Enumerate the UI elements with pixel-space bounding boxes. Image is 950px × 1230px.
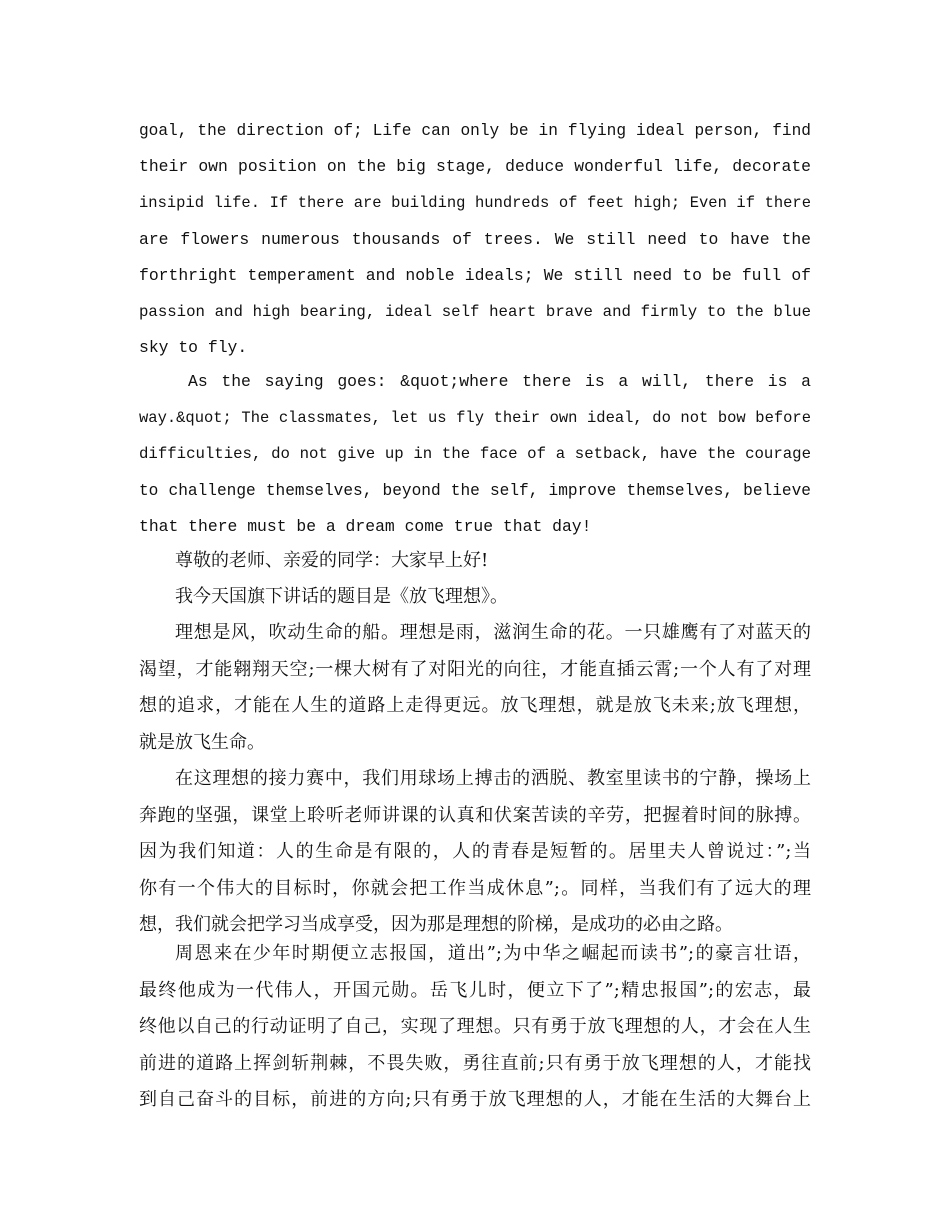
text-line: 就是放飞生命。 — [139, 731, 265, 753]
chinese-paragraph-3 — [139, 615, 811, 761]
text-line: their own position on the big stage, deduce wonderful life, decorate — [139, 157, 811, 177]
text-line: 最终他成为一代伟人，开国元勋。岳飞儿时，便立下了”;精忠报国”;的宏志，最 — [139, 979, 811, 1001]
text-line: As the saying goes: &quot;where there is a will, there is a — [188, 372, 811, 391]
text-line: 周恩来在少年时期便立志报国，道出”;为中华之崛起而读书”;的豪言壮语， — [175, 943, 811, 964]
text-line: 尊敬的老师、亲爱的同学：大家早上好! — [175, 550, 489, 571]
chinese-paragraph-4 — [139, 761, 811, 944]
text-line: forthright temperament and noble ideals; We still need to be full of — [139, 265, 811, 285]
text-line: goal, the direction of; Life can only be in flying ideal person, find — [139, 122, 811, 140]
chinese-paragraph-greeting — [139, 543, 811, 580]
text-line: 终他以自己的行动证明了自己，实现了理想。只有勇于放飞理想的人，才会在人生 — [139, 1016, 811, 1038]
text-line: 因为我们知道：人的生命是有限的，人的青春是短暂的。居里夫人曾说过：”;当 — [139, 841, 811, 863]
text-line: sky to fly. — [139, 338, 248, 358]
text-line: 前进的道路上挥剑斩荆棘，不畏失败，勇往直前;只有勇于放飞理想的人，才能找 — [139, 1052, 811, 1074]
text-line: 我今天国旗下讲话的题目是《放飞理想》。 — [175, 586, 508, 607]
text-line: 在这理想的接力赛中，我们用球场上搏击的洒脱、教室里读书的宁静，操场上 — [175, 768, 811, 789]
text-line: 奔跑的坚强，课堂上聆听老师讲课的认真和伏案苦读的辛劳，把握着时间的脉搏。 — [139, 804, 811, 826]
text-line: 到自己奋斗的目标，前进的方向;只有勇于放飞理想的人，才能在生活的大舞台上 — [139, 1089, 811, 1111]
text-line: way.&quot; The classmates, let us fly their own ideal, do not bow before — [139, 409, 811, 428]
chinese-paragraph-topic — [139, 579, 811, 616]
text-line: are flowers numerous thousands of trees. We still need to have the — [139, 229, 811, 249]
chinese-paragraph-5 — [139, 936, 811, 1119]
text-line: 想，我们就会把学习当成享受，因为那是理想的阶梯，是成功的必由之路。 — [139, 914, 733, 936]
english-paragraph-1 — [139, 113, 811, 366]
text-line: to challenge themselves, beyond the self, improve themselves, believe — [139, 481, 811, 500]
text-line: passion and high bearing, ideal self heart brave and firmly to the blue — [139, 302, 811, 321]
text-line: 你有一个伟大的目标时，你就会把工作当成休息”;。同样，当我们有了远大的理 — [139, 877, 811, 899]
text-line: difficulties, do not give up in the face of a setback, have the courage — [139, 445, 811, 464]
text-line: that there must be a dream come true that day! — [139, 516, 592, 536]
text-line: 想的追求，才能在人生的道路上走得更远。放飞理想，就是放飞未来;放飞理想， — [139, 695, 811, 717]
text-line: 渴望，才能翱翔天空;一棵大树有了对阳光的向往，才能直插云霄;一个人有了对理 — [139, 658, 811, 680]
text-line: 理想是风，吹动生命的船。理想是雨，滋润生命的花。一只雄鹰有了对蓝天的 — [175, 622, 811, 643]
english-paragraph-2 — [139, 364, 811, 545]
text-line: insipid life. If there are building hundreds of feet high; Even if there — [139, 194, 811, 213]
